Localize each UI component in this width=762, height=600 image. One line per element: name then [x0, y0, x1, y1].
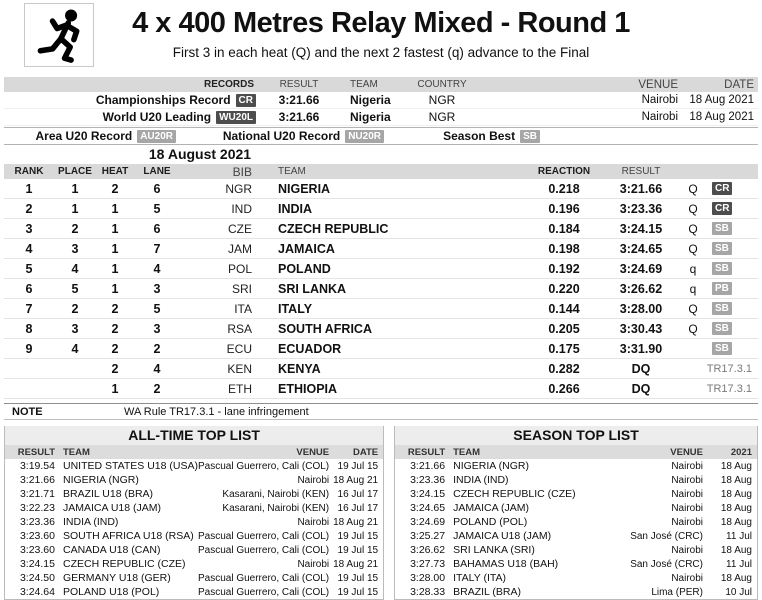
list-venue: Nairobi: [671, 544, 703, 556]
bib-cell: NGR: [225, 181, 252, 196]
qualification-cell: [678, 202, 754, 216]
team-cell: ITALY: [278, 301, 313, 316]
list-team: CANADA U18 (CAN): [63, 544, 161, 556]
bib-cell: KEN: [227, 361, 252, 376]
top-lists: [4, 426, 758, 600]
list-result: 3:26.62: [410, 544, 446, 556]
list-date: 18 Aug: [720, 488, 752, 500]
result-cell: 3:31.90: [619, 341, 663, 356]
list-date: 18 Aug: [720, 572, 752, 584]
result-row: [4, 339, 758, 359]
team-cell: KENYA: [278, 361, 321, 376]
qualification-cell: [678, 182, 754, 196]
list-result: 3:21.66: [19, 474, 55, 486]
result-badge: SB: [712, 242, 732, 255]
result-badge: SB: [712, 222, 732, 235]
result-badge: PB: [712, 282, 732, 295]
runner-silhouette-icon: [33, 7, 85, 63]
record-result: 3:21.66: [278, 93, 320, 107]
results-header-row: [4, 164, 758, 179]
place-cell: 4: [71, 341, 79, 356]
record-label: [4, 110, 256, 124]
rank-cell: 2: [25, 201, 33, 216]
season-list-row: [395, 543, 757, 557]
list-date: 16 Jul 17: [337, 488, 379, 500]
qualification-cell: [678, 242, 754, 256]
lane-cell: 3: [153, 321, 161, 336]
result-row: [4, 259, 758, 279]
page-subtitle: First 3 in each heat (Q) and the next 2 fastest (q) advance to the Final: [172, 45, 590, 60]
list-date: 18 Aug: [720, 460, 752, 472]
records-header-result: RESULT: [279, 79, 319, 90]
list-header-venue: VENUE: [670, 446, 703, 458]
result-badge: SB: [712, 342, 732, 355]
record-label-text: World U20 Leading: [102, 109, 212, 124]
record-badge: CR: [236, 94, 256, 107]
list-venue: Nairobi: [297, 474, 330, 486]
place-cell: 5: [71, 281, 79, 296]
lane-cell: 6: [153, 221, 161, 236]
result-row: [4, 239, 758, 259]
records-header-records: RECORDS: [203, 79, 254, 90]
list-result: 3:25.27: [410, 530, 446, 542]
list-result: 3:19.54: [19, 460, 55, 472]
record-country: NGR: [428, 110, 456, 124]
all-time-list-row: [5, 501, 383, 515]
rank-cell: 3: [25, 221, 33, 236]
all-time-list-row: [5, 487, 383, 501]
list-venue: Pascual Guerrero, Cali (COL): [197, 572, 330, 584]
reaction-cell: 0.144: [548, 301, 580, 316]
heat-cell: 2: [111, 181, 119, 196]
place-cell: 1: [71, 201, 79, 216]
result-cell: 3:28.00: [619, 301, 663, 316]
result-badge: CR: [712, 202, 732, 215]
team-cell: NIGERIA: [278, 181, 331, 196]
list-header-date: DATE: [352, 446, 379, 458]
lane-cell: 7: [153, 241, 161, 256]
result-cell: DQ: [631, 361, 651, 376]
result-row: [4, 359, 758, 379]
bib-cell: POL: [227, 261, 252, 276]
list-date: 11 Jul: [726, 558, 752, 570]
heat-cell: 2: [111, 361, 119, 376]
list-date: 19 Jul 15: [337, 586, 379, 598]
bib-cell: ETH: [228, 381, 252, 396]
list-venue: Nairobi: [671, 572, 703, 584]
record-date: 18 Aug 2021: [689, 111, 754, 123]
all-time-list-row: [5, 557, 383, 571]
legend-badge-au20r: AU20R: [137, 130, 176, 143]
rank-cell: 1: [25, 181, 33, 196]
season-top-list-panel: [394, 426, 758, 600]
list-result: 3:23.36: [410, 474, 446, 486]
reaction-cell: 0.184: [548, 221, 580, 236]
result-cell: 3:30.43: [619, 321, 663, 336]
list-venue: Nairobi: [671, 516, 703, 528]
bib-cell: CZE: [228, 221, 252, 236]
reaction-cell: 0.218: [548, 181, 580, 196]
lane-cell: 5: [153, 301, 161, 316]
qualification-cell: [678, 322, 754, 336]
list-date: 18 Aug: [720, 474, 752, 486]
legend-national-u20-record: [176, 129, 384, 143]
lane-cell: 5: [153, 201, 161, 216]
heat-cell: 2: [111, 341, 119, 356]
team-cell: JAMAICA: [278, 241, 335, 256]
list-result: 3:23.36: [19, 516, 55, 528]
list-team: INDIA (IND): [453, 474, 509, 486]
list-date: 18 Aug 21: [333, 516, 379, 528]
qualification-mark: Q: [688, 301, 698, 316]
place-cell: 3: [71, 241, 79, 256]
list-result: 3:23.60: [19, 544, 55, 556]
list-date: 19 Jul 15: [337, 460, 379, 472]
lane-cell: 3: [153, 281, 161, 296]
list-team: UNITED STATES U18 (USA): [63, 460, 198, 472]
heat-cell: 1: [111, 201, 119, 216]
rank-cell: 5: [25, 261, 33, 276]
record-badge: WU20L: [216, 111, 256, 124]
qualification-cell: [678, 282, 754, 296]
list-venue: Pascual Guerrero, Cali (COL): [197, 586, 330, 598]
results-header-team: TEAM: [278, 166, 306, 177]
list-team: CZECH REPUBLIC (CZE): [453, 488, 576, 500]
legend-label: Season Best: [443, 128, 516, 143]
reaction-cell: 0.192: [548, 261, 580, 276]
team-cell: ECUADOR: [278, 341, 342, 356]
list-date: 18 Aug: [720, 544, 752, 556]
team-cell: ETHIOPIA: [278, 381, 338, 396]
result-cell: DQ: [631, 381, 651, 396]
list-result: 3:24.64: [19, 586, 55, 598]
place-cell: 2: [71, 301, 79, 316]
list-venue: San José (CRC): [630, 558, 703, 570]
qualification-cell: [678, 342, 754, 355]
team-cell: SOUTH AFRICA: [278, 321, 372, 336]
team-cell: SRI LANKA: [278, 281, 347, 296]
reaction-cell: 0.266: [548, 381, 580, 396]
bib-cell: ITA: [234, 301, 252, 316]
bib-cell: SRI: [231, 281, 252, 296]
list-date: 19 Jul 15: [337, 572, 379, 584]
list-result: 3:24.15: [19, 558, 55, 570]
list-header-team: TEAM: [63, 446, 90, 458]
record-team: Nigeria: [350, 110, 391, 124]
record-label: [4, 93, 256, 107]
records-header-row: [4, 77, 758, 92]
list-team: SRI LANKA (SRI): [453, 544, 535, 556]
season-list-row: [395, 557, 757, 571]
list-venue: Pascual Guerrero, Cali (COL): [197, 530, 330, 542]
list-team: JAMAICA (JAM): [453, 502, 529, 514]
record-venue: Nairobi: [641, 111, 678, 123]
note-bar: [4, 403, 758, 420]
all-time-list-row: [5, 515, 383, 529]
list-venue: San José (CRC): [630, 530, 703, 542]
season-list-row: [395, 473, 757, 487]
results-header-rank: RANK: [14, 166, 44, 177]
list-header-year: 2021: [730, 446, 752, 458]
qualification-mark: q: [689, 281, 697, 296]
heat-cell: 1: [111, 281, 119, 296]
result-cell: 3:24.15: [619, 221, 663, 236]
reaction-cell: 0.175: [548, 341, 580, 356]
result-badge: SB: [712, 302, 732, 315]
list-result: 3:24.50: [19, 572, 55, 584]
records-legend-row: [4, 127, 758, 145]
all-time-top-list-title: ALL-TIME TOP LIST: [5, 426, 383, 445]
legend-season-best: [384, 129, 540, 143]
list-date: 18 Aug: [720, 516, 752, 528]
records-section: [4, 77, 758, 145]
result-row: [4, 179, 758, 199]
reaction-cell: 0.205: [548, 321, 580, 336]
legend-area-u20-record: [4, 129, 176, 143]
list-date: 10 Jul: [725, 586, 752, 598]
season-list-row: [395, 529, 757, 543]
bib-cell: ECU: [226, 341, 252, 356]
list-team: ITALY (ITA): [453, 572, 507, 584]
legend-label: National U20 Record: [222, 128, 341, 143]
list-date: 19 Jul 15: [337, 544, 379, 556]
results-header-bib: BIB: [232, 164, 252, 179]
list-team: GERMANY U18 (GER): [63, 572, 171, 584]
list-date: 18 Aug: [720, 502, 752, 514]
qualification-cell: [678, 262, 754, 276]
lane-cell: 4: [153, 261, 161, 276]
all-time-list-row: [5, 473, 383, 487]
list-venue: Nairobi: [671, 502, 703, 514]
list-header-result: RESULT: [17, 446, 55, 458]
results-header-heat: HEAT: [101, 166, 129, 177]
place-cell: 4: [71, 261, 79, 276]
list-date: 19 Jul 15: [337, 530, 379, 542]
list-result: 3:24.69: [410, 516, 446, 528]
list-result: 3:24.15: [410, 488, 446, 500]
result-row: [4, 199, 758, 219]
result-badge: SB: [712, 262, 732, 275]
lane-cell: 6: [153, 181, 161, 196]
qualification-mark: Q: [688, 181, 698, 196]
list-team: BRAZIL (BRA): [453, 586, 521, 598]
record-venue: Nairobi: [641, 94, 678, 106]
result-badge: SB: [712, 322, 732, 335]
result-cell: 3:24.65: [619, 241, 663, 256]
note-label: NOTE: [12, 405, 43, 418]
results-header-result: RESULT: [621, 166, 661, 177]
heat-date-heading: 18 August 2021: [148, 146, 252, 162]
result-cell: 3:26.62: [619, 281, 663, 296]
place-cell: 1: [71, 181, 79, 196]
qualification-cell: [678, 222, 754, 236]
qualification-mark: Q: [688, 201, 698, 216]
records-header-team: TEAM: [350, 79, 378, 90]
record-team: Nigeria: [350, 93, 391, 107]
record-label-text: Championships Record: [95, 92, 231, 107]
all-time-top-list-header: [5, 445, 383, 459]
result-row: [4, 319, 758, 339]
heat-cell: 2: [111, 301, 119, 316]
list-date: 16 Jul 17: [337, 502, 379, 514]
season-list-row: [395, 571, 757, 585]
dq-rule-reference: TR17.3.1: [706, 362, 752, 375]
result-row: [4, 379, 758, 399]
records-header-date: DATE: [724, 78, 754, 91]
list-team: POLAND U18 (POL): [63, 586, 160, 598]
legend-label: Area U20 Record: [35, 128, 133, 143]
results-table: [4, 164, 758, 399]
list-team: CZECH REPUBLIC (CZE): [63, 558, 186, 570]
list-team: BRAZIL U18 (BRA): [63, 488, 154, 500]
records-header-country: COUNTRY: [417, 79, 467, 90]
bib-cell: RSA: [227, 321, 252, 336]
runner-icon: [24, 3, 94, 67]
season-list-row: [395, 585, 757, 599]
records-header-venue: VENUE: [638, 78, 678, 91]
list-date: 11 Jul: [726, 530, 752, 542]
season-list-row: [395, 459, 757, 473]
lane-cell: 2: [153, 341, 161, 356]
list-result: 3:28.33: [410, 586, 446, 598]
all-time-list-row: [5, 571, 383, 585]
list-venue: Kasarani, Nairobi (KEN): [222, 488, 330, 500]
list-result: 3:23.60: [19, 530, 55, 542]
list-venue: Pascual Guerrero, Cali (COL): [197, 544, 330, 556]
list-result: 3:21.66: [410, 460, 446, 472]
season-list-row: [395, 501, 757, 515]
list-team: NIGERIA (NGR): [453, 460, 529, 472]
all-time-list-row: [5, 543, 383, 557]
list-venue: Nairobi: [671, 488, 703, 500]
all-time-list-row: [5, 529, 383, 543]
list-team: INDIA (IND): [63, 516, 119, 528]
legend-badge-nu20r: NU20R: [345, 130, 384, 143]
list-result: 3:24.65: [410, 502, 446, 514]
record-date: 18 Aug 2021: [689, 94, 754, 106]
qualification-mark: Q: [688, 241, 698, 256]
result-cell: 3:24.69: [619, 261, 663, 276]
list-team: NIGERIA (NGR): [63, 474, 139, 486]
result-badge: CR: [712, 182, 732, 195]
note-text: WA Rule TR17.3.1 - lane infringement: [124, 405, 309, 418]
list-result: 3:21.71: [19, 488, 55, 500]
legend-badge-sb: SB: [520, 130, 540, 143]
rank-cell: 4: [25, 241, 33, 256]
record-country: NGR: [428, 93, 456, 107]
list-date: 18 Aug 21: [333, 558, 379, 570]
list-team: POLAND (POL): [453, 516, 528, 528]
list-venue: Nairobi: [297, 558, 330, 570]
dq-rule-reference: TR17.3.1: [706, 382, 752, 395]
rank-cell: 7: [25, 301, 33, 316]
list-venue: Nairobi: [297, 516, 330, 528]
lane-cell: 2: [153, 381, 161, 396]
rank-cell: 6: [25, 281, 33, 296]
season-top-list-header: [395, 445, 757, 459]
list-venue: Nairobi: [671, 474, 703, 486]
qualification-cell: [678, 302, 754, 316]
list-result: 3:28.00: [410, 572, 446, 584]
list-venue: Kasarani, Nairobi (KEN): [222, 502, 330, 514]
heat-cell: 1: [111, 241, 119, 256]
heat-cell: 1: [111, 261, 119, 276]
lane-cell: 4: [153, 361, 161, 376]
list-result: 3:22.23: [19, 502, 55, 514]
result-row: [4, 219, 758, 239]
list-team: SOUTH AFRICA U18 (RSA): [63, 530, 194, 542]
season-list-row: [395, 487, 757, 501]
results-header-reaction: REACTION: [537, 166, 591, 177]
records-row: [4, 109, 758, 126]
list-team: JAMAICA U18 (JAM): [453, 530, 552, 542]
reaction-cell: 0.196: [548, 201, 580, 216]
event-header: [0, 0, 762, 74]
place-cell: 3: [71, 321, 79, 336]
heat-cell: 1: [111, 221, 119, 236]
page-title: 4 x 400 Metres Relay Mixed - Round 1: [132, 7, 630, 39]
heat-cell: 1: [111, 381, 119, 396]
list-team: BAHAMAS U18 (BAH): [453, 558, 559, 570]
list-venue: Lima (PER): [651, 586, 703, 598]
results-header-lane: LANE: [143, 166, 171, 177]
list-venue: Nairobi: [671, 460, 703, 472]
team-cell: POLAND: [278, 261, 331, 276]
results-header-place: PLACE: [58, 166, 92, 177]
all-time-list-row: [5, 585, 383, 599]
list-venue: Pascual Guerrero, Cali (COL): [197, 460, 330, 472]
records-row: [4, 92, 758, 109]
place-cell: 2: [71, 221, 79, 236]
all-time-list-row: [5, 459, 383, 473]
record-result: 3:21.66: [278, 110, 320, 124]
season-list-row: [395, 515, 757, 529]
qualification-mark: q: [689, 261, 697, 276]
rank-cell: 9: [25, 341, 33, 356]
team-cell: INDIA: [278, 201, 313, 216]
qualification-mark: Q: [688, 321, 698, 336]
team-cell: CZECH REPUBLIC: [278, 221, 389, 236]
list-result: 3:27.73: [410, 558, 446, 570]
list-header-venue: VENUE: [296, 446, 330, 458]
result-cell: 3:23.36: [619, 201, 663, 216]
qualification-mark: Q: [688, 221, 698, 236]
heat-cell: 2: [111, 321, 119, 336]
reaction-cell: 0.282: [548, 361, 580, 376]
season-top-list-title: SEASON TOP LIST: [395, 426, 757, 445]
list-header-team: TEAM: [453, 446, 481, 458]
qualification-cell: [678, 363, 754, 375]
reaction-cell: 0.198: [548, 241, 580, 256]
reaction-cell: 0.220: [548, 281, 580, 296]
list-header-result: RESULT: [407, 446, 446, 458]
bib-cell: IND: [231, 201, 252, 216]
result-row: [4, 299, 758, 319]
qualification-cell: [678, 383, 754, 395]
rank-cell: 8: [25, 321, 33, 336]
list-team: JAMAICA U18 (JAM): [63, 502, 162, 514]
all-time-top-list-panel: [4, 426, 384, 600]
result-cell: 3:21.66: [619, 181, 663, 196]
list-date: 18 Aug 21: [333, 474, 379, 486]
bib-cell: JAM: [228, 241, 252, 256]
result-row: [4, 279, 758, 299]
